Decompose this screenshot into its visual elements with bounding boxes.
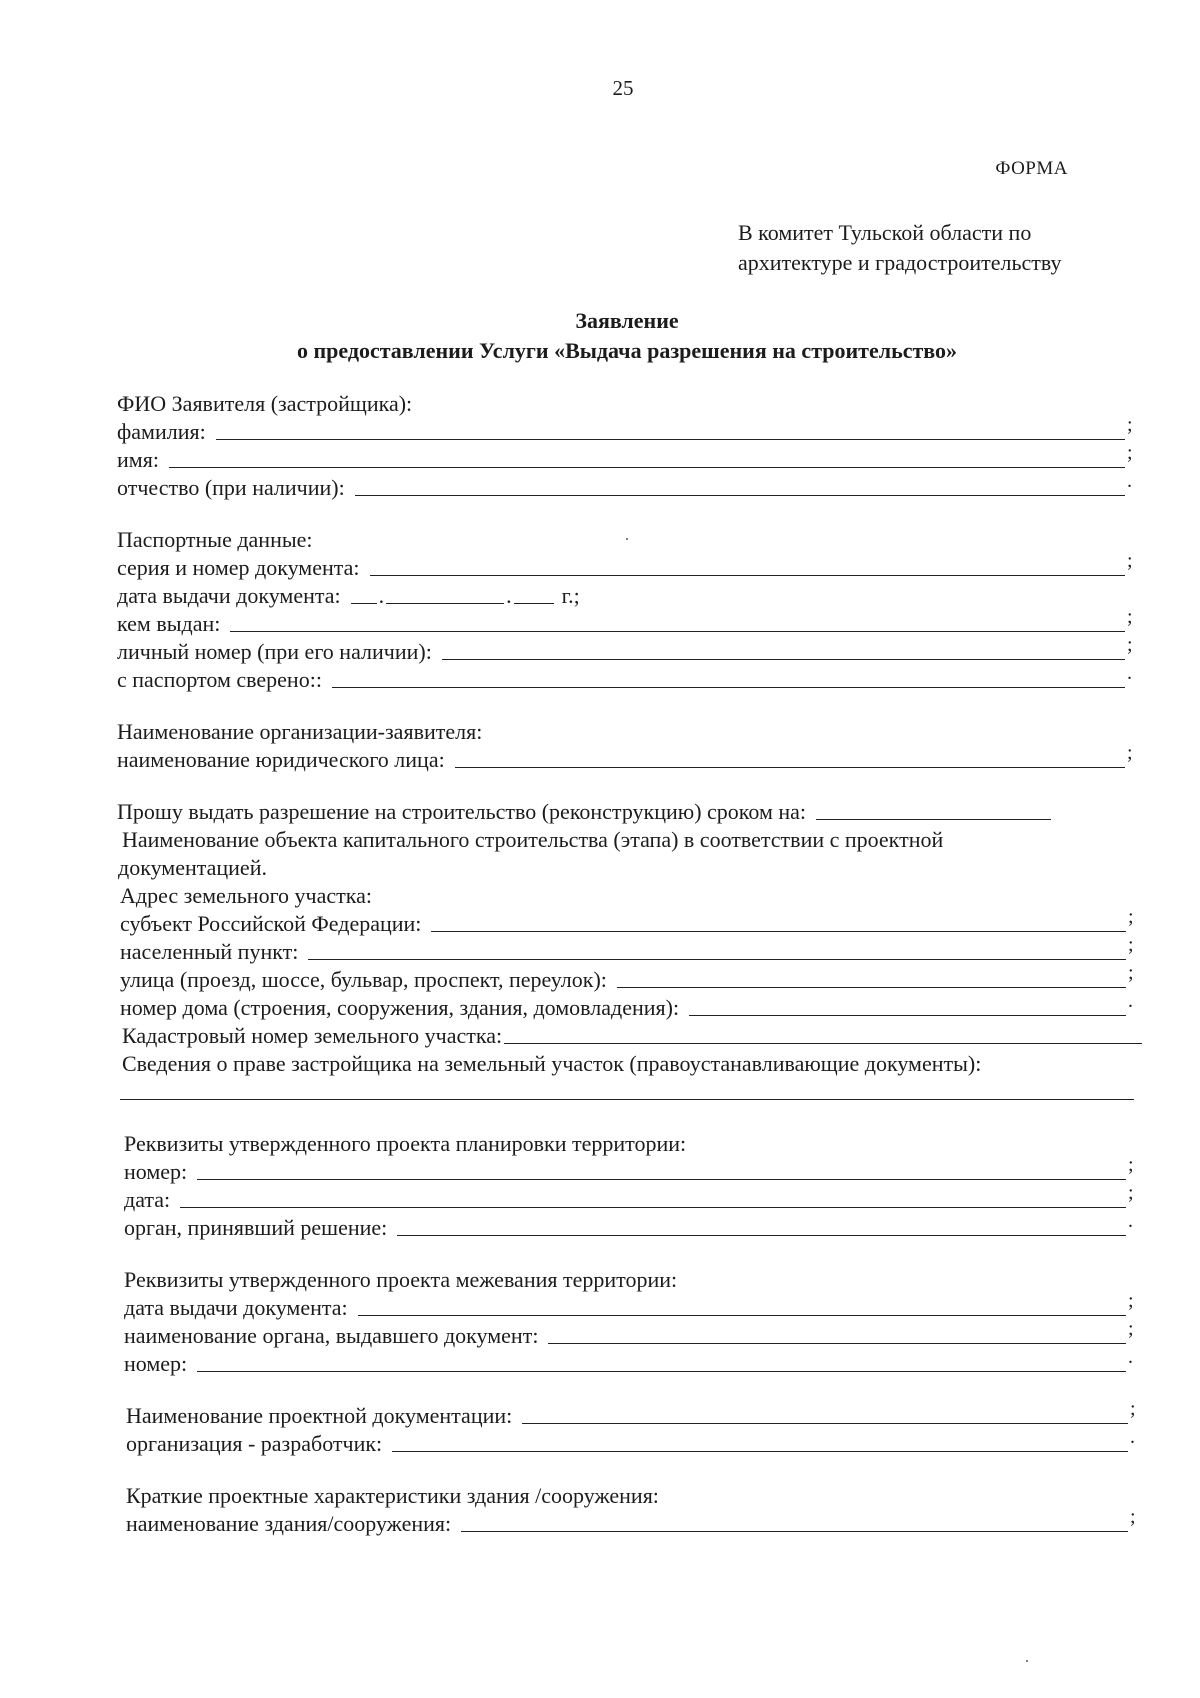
issue-year-blank[interactable] [514, 581, 554, 604]
planning-date-blank[interactable] [180, 1185, 1126, 1208]
land-rights-blank[interactable] [120, 1077, 1134, 1100]
document-title [0, 306, 1200, 366]
passport-verified-field[interactable]: с паспортом сверено:: . [117, 662, 1132, 692]
surname-field[interactable]: фамилия: ; [117, 414, 1133, 444]
passport-verified-blank[interactable] [332, 665, 1125, 688]
planning-authority-blank[interactable] [397, 1213, 1126, 1236]
planning-project-heading: Реквизиты утвержденного проекта планировки территории: [124, 1131, 687, 1156]
issued-by-blank[interactable] [230, 609, 1125, 632]
permit-term-blank[interactable] [816, 797, 1051, 820]
issue-month-blank[interactable] [386, 581, 504, 604]
passport-heading: Паспортные данные: [117, 527, 313, 552]
scan-speck [626, 538, 628, 540]
design-docs-name-field[interactable]: Наименование проектной документации: ; [126, 1398, 1136, 1428]
locality-blank[interactable] [308, 937, 1126, 960]
passport-issue-date-field[interactable]: дата выдачи документа: . . г.; [117, 583, 580, 608]
house-number-blank[interactable] [689, 993, 1126, 1016]
title-line: Заявление [575, 308, 679, 333]
planning-number-field[interactable]: номер: ; [124, 1154, 1134, 1184]
applicant-heading: ФИО Заявителя (застройщика): [117, 391, 413, 416]
legal-name-field[interactable]: наименование юридического лица: ; [117, 742, 1133, 772]
name-field[interactable]: имя: ; [117, 442, 1133, 472]
survey-authority-blank[interactable] [548, 1321, 1126, 1344]
cadastral-number-blank[interactable] [504, 1021, 1142, 1044]
surname-blank[interactable] [216, 417, 1125, 440]
street-blank[interactable] [617, 965, 1126, 988]
page-number: 25 [612, 76, 634, 100]
patronymic-field[interactable]: отчество (при наличии): . [117, 470, 1132, 500]
subject-field[interactable]: субъект Российской Федерации: ; [120, 906, 1134, 936]
addressee-block [738, 218, 1062, 278]
organization-heading: Наименование организации-заявителя: [117, 719, 483, 744]
permit-term-field[interactable]: Прошу выдать разрешение на строительство (реконструкцию) сроком на: [117, 796, 1139, 826]
subject-blank[interactable] [431, 909, 1126, 932]
patronymic-blank[interactable] [355, 473, 1125, 496]
survey-number-blank[interactable] [197, 1349, 1126, 1372]
title-line: о предоставлении Услуги «Выдача разрешения на строительство» [296, 338, 958, 363]
house-number-field[interactable]: номер дома (строения, сооружения, здания, домовладения): . [120, 990, 1133, 1020]
addressee-line: В комитет Тульской области по [738, 220, 1032, 245]
personal-number-blank[interactable] [442, 637, 1125, 660]
land-rights-heading: Сведения о праве застройщика на земельный участок (правоустанавливающие документы): [122, 1051, 982, 1076]
object-name-line: Наименование объекта капитального строительства (этапа) в соответствии с проектной [122, 827, 944, 852]
building-name-field[interactable]: наименование здания/сооружения: ; [126, 1506, 1136, 1536]
issued-by-field[interactable]: кем выдан: ; [117, 606, 1133, 636]
land-rights-field[interactable] [120, 1076, 1134, 1106]
design-developer-blank[interactable] [392, 1429, 1128, 1452]
locality-field[interactable]: населенный пункт: ; [120, 934, 1134, 964]
land-address-heading: Адрес земельного участка: [120, 883, 373, 908]
characteristics-heading: Краткие проектные характеристики здания /сооружения: [126, 1483, 659, 1508]
addressee-line: архитектуре и градостроительству [738, 250, 1062, 275]
planning-number-blank[interactable] [197, 1157, 1126, 1180]
design-developer-field[interactable]: организация - разработчик: . [126, 1426, 1135, 1456]
planning-authority-field[interactable]: орган, принявший решение: . [124, 1210, 1133, 1240]
survey-issue-date-blank[interactable] [358, 1293, 1126, 1316]
building-name-blank[interactable] [461, 1509, 1128, 1532]
survey-issue-date-field[interactable]: дата выдачи документа: ; [124, 1290, 1134, 1320]
survey-authority-field[interactable]: наименование органа, выдавшего документ: ; [124, 1318, 1134, 1348]
cadastral-number-field[interactable]: Кадастровый номер земельного участка: [122, 1020, 1142, 1050]
legal-name-blank[interactable] [455, 745, 1125, 768]
survey-project-heading: Реквизиты утвержденного проекта межевания территории: [124, 1267, 678, 1292]
name-blank[interactable] [169, 445, 1125, 468]
design-docs-name-blank[interactable] [522, 1401, 1128, 1424]
passport-series-blank[interactable] [370, 553, 1125, 576]
street-field[interactable]: улица (проезд, шоссе, бульвар, проспект, переулок): ; [120, 962, 1134, 992]
object-name-line: документацией. [118, 855, 267, 880]
survey-number-field[interactable]: номер: . [124, 1346, 1133, 1376]
personal-number-field[interactable]: личный номер (при его наличии): ; [117, 634, 1133, 664]
form-label: ФОРМА [995, 158, 1068, 179]
issue-day-blank[interactable] [351, 581, 377, 604]
scan-speck [1026, 1660, 1028, 1662]
planning-date-field[interactable]: дата: ; [124, 1182, 1134, 1212]
passport-series-field[interactable]: серия и номер документа: ; [117, 550, 1133, 580]
